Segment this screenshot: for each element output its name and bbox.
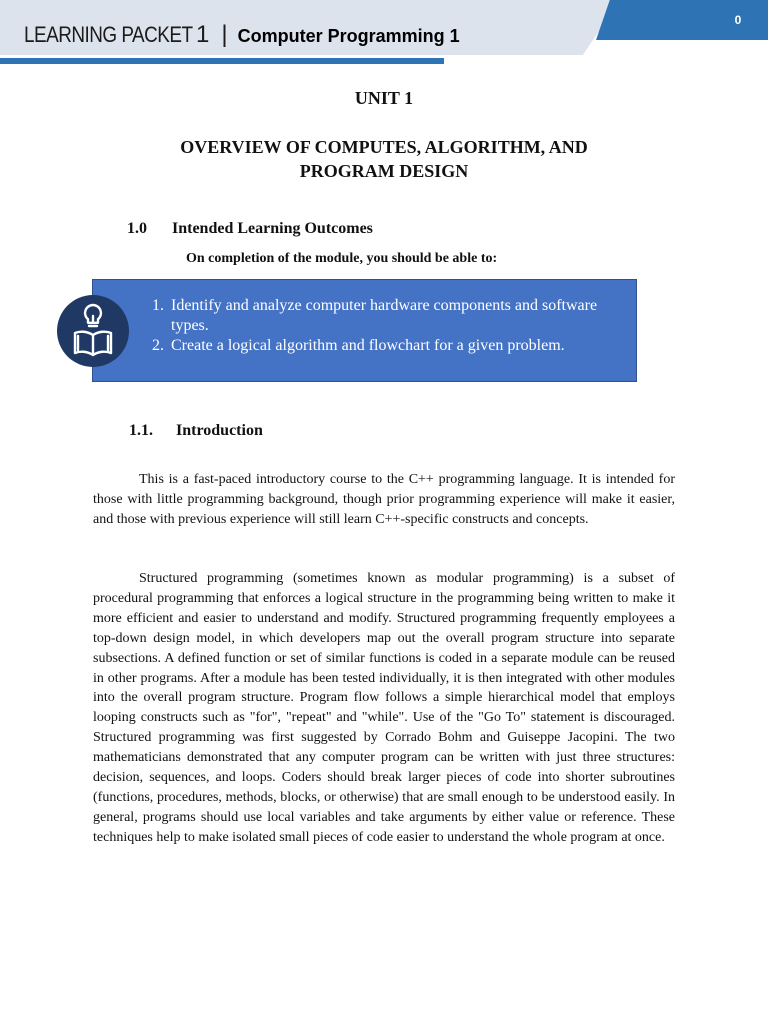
page-number: 0: [734, 13, 742, 27]
course-name: Computer Programming 1: [237, 26, 460, 46]
outcomes-heading: [127, 220, 373, 238]
outcome-text: Create a logical algorithm and flowchart for a given problem.: [171, 337, 565, 354]
outcomes-section-number: 1.0: [127, 220, 147, 237]
header-underline: [0, 58, 444, 64]
outcomes-section-title: Intended Learning Outcomes: [172, 220, 373, 237]
learning-outcomes-badge: [57, 295, 129, 367]
intro-heading: [129, 422, 263, 440]
intro-section-title: Introduction: [176, 422, 263, 439]
outcomes-intro: On completion of the module, you should be able to:: [186, 251, 498, 266]
header-separator: |: [221, 21, 228, 48]
outcome-number: 1.: [152, 297, 164, 314]
lightbulb-book-icon: [57, 295, 129, 367]
outcome-number: 2.: [152, 337, 164, 354]
unit-label: UNIT 1: [354, 88, 414, 108]
outcome-item: [152, 296, 622, 336]
intro-paragraph-2: Structured programming (sometimes known as modular programming) is a subset of procedural programming that enforces a logical structure in the programming being written to make it more efficient and easier to understand and modify. Structured programming frequently employees a top-down design model, in which developers map out the overall program structure into separate subsections. A defined function or set of similar functions is coded in a separate module can be reused in other programs. After a module has been tested individually, it is then integrated with other modules into the overall program structure. Program flow follows a simple hierarchical model that employs looping constructs such as "for", "repeat" and "while". Use of the "Go To" statement is discouraged. Structured programming was first suggested by Corrado Bohm and Guiseppe Jacopini. The two mathematicians demonstrated that any computer program can be written with just three structures: decision, sequences, and loops. Coders should break larger pieces of code into shorter subroutines (functions, procedures, methods, blocks, or otherwise) that are small enough to be understood easily. In general, programs should use local variables and take arguments by either value or reference. These techniques help to make isolated small pieces of code easier to understand the whole program at once.: [93, 571, 675, 845]
outcomes-list: [152, 296, 622, 356]
header-title: [24, 20, 460, 50]
page-title: OVERVIEW OF COMPUTES, ALGORITHM, AND PROGRAM DESIGN: [180, 137, 588, 181]
packet-number: 1: [196, 21, 210, 48]
intro-section-number: 1.1.: [129, 422, 153, 439]
packet-label: LEARNING PACKET: [24, 22, 193, 47]
outcome-item: [152, 336, 622, 356]
intro-paragraph-1: This is a fast-paced introductory course to the C++ programming language. It is intended for those with little programming background, though prior programming experience will make it easier, and those with previous experience will still learn C++-specific constructs and concepts.: [93, 472, 675, 527]
outcome-text: Identify and analyze computer hardware components and software types.: [171, 297, 598, 334]
